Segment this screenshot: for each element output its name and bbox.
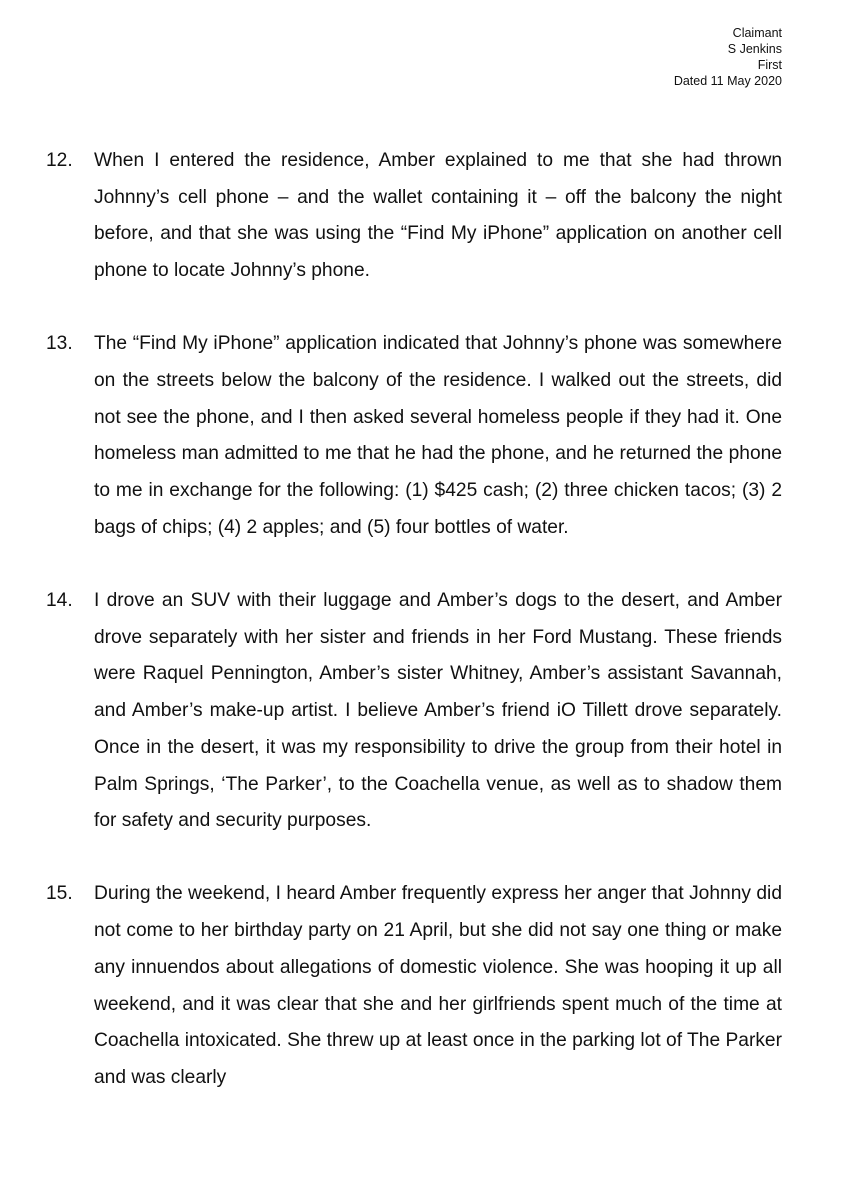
paragraph-12 <box>46 143 782 290</box>
header-witness-name: S Jenkins <box>727 42 782 56</box>
header-statement-number: First <box>757 58 782 72</box>
paragraph-number: 12. <box>46 150 73 171</box>
document-header <box>674 25 782 89</box>
paragraph-text: The “Find My iPhone” application indicated that Johnny’s phone was somewhere on the streets below the balcony of the residence. I walked out the streets, did not see the phone, and I then asked several homeless people if they had it. One homeless man admitted to me that he had the phone, and he returned the phone to me in exchange for the following: (1) $425 cash; (2) three chicken tacos; (3) 2 bags of chips; (4) 2 apples; and (5) four bottles of water. <box>94 333 782 538</box>
paragraph-number: 13. <box>46 333 73 355</box>
header-party: Claimant <box>732 26 782 40</box>
paragraph-number: 15. <box>46 883 73 905</box>
statement-body <box>46 143 782 1133</box>
paragraph-13 <box>46 326 782 546</box>
paragraph-text: During the weekend, I heard Amber frequently express her anger that Johnny did not come to her birthday party on 21 April, but she did not say one thing or make any innuendos about allegations of domestic violence. She was hooping it up all weekend, and it was clear that she and her girlfriends spent much of the time at Coachella intoxicated. She threw up at least once in the parking lot of The Parker and was clearly <box>94 883 782 1088</box>
header-date: Dated 11 May 2020 <box>673 74 782 88</box>
paragraph-number: 14. <box>46 590 73 612</box>
paragraph-14 <box>46 583 782 840</box>
paragraph-text: I drove an SUV with their luggage and Amber’s dogs to the desert, and Amber drove separately with her sister and friends in her Ford Mustang. These friends were Raquel Pennington, Amber’s sister Whitney, Amber’s assistant Savannah, and Amber’s make-up artist. I believe Amber’s friend iO Tillett drove separately. Once in the desert, it was my responsibility to drive the group from their hotel in Palm Springs, ‘The Parker’, to the Coachella venue, as well as to shadow them for safety and security purposes. <box>94 590 782 832</box>
paragraph-15 <box>46 876 782 1096</box>
paragraph-text: When I entered the residence, Amber explained to me that she had thrown Johnny’s cell phone – and the wallet containing it – off the balcony the night before, and that she was using the “Find My iPhone” application on another cell phone to locate Johnny’s phone. <box>94 150 782 282</box>
